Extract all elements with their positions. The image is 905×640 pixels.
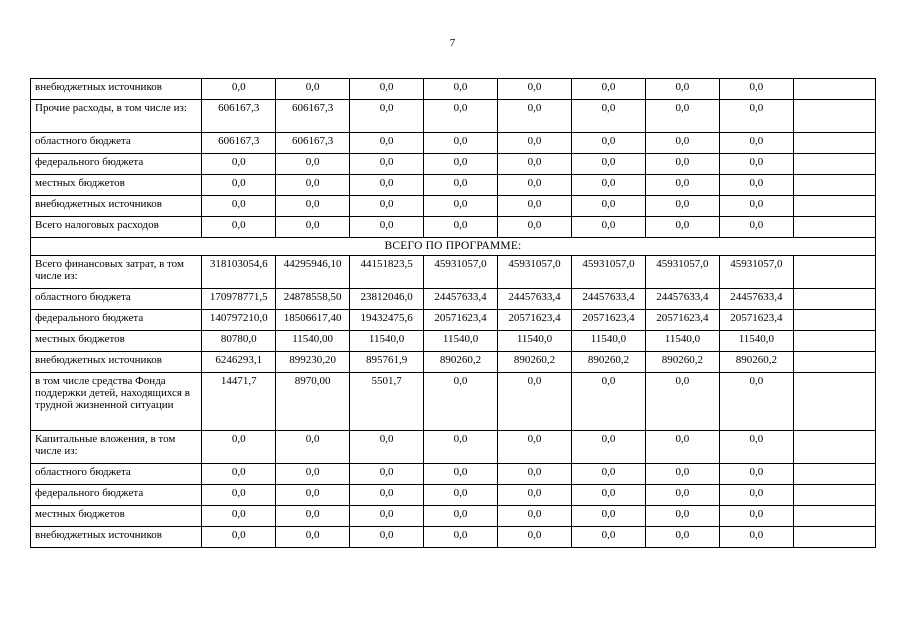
cell-value: 0,0 [645,175,719,196]
cell-value: 0,0 [498,373,572,431]
cell-value: 0,0 [571,527,645,548]
cell-value: 0,0 [571,464,645,485]
row-label: внебюджетных источников [31,352,202,373]
cell-value: 0,0 [350,217,424,238]
empty-cell [793,352,875,373]
cell-value: 45931057,0 [645,256,719,289]
cell-value: 0,0 [350,527,424,548]
cell-value: 18506617,40 [276,310,350,331]
cell-value: 0,0 [424,100,498,133]
cell-value: 0,0 [571,79,645,100]
cell-value: 0,0 [498,175,572,196]
cell-value: 20571623,4 [719,310,793,331]
table-row [31,289,876,310]
cell-value: 0,0 [645,527,719,548]
cell-value: 0,0 [719,485,793,506]
cell-value: 0,0 [571,133,645,154]
cell-value: 0,0 [645,196,719,217]
table-row [31,310,876,331]
cell-value: 0,0 [276,431,350,464]
cell-value: 0,0 [645,154,719,175]
cell-value: 0,0 [424,175,498,196]
cell-value: 45931057,0 [719,256,793,289]
cell-value: 0,0 [571,485,645,506]
cell-value: 170978771,5 [202,289,276,310]
empty-cell [793,485,875,506]
cell-value: 8970,00 [276,373,350,431]
empty-cell [793,527,875,548]
row-label: Прочие расходы, в том числе из: [31,100,202,133]
cell-value: 0,0 [350,154,424,175]
cell-value: 14471,7 [202,373,276,431]
cell-value: 45931057,0 [424,256,498,289]
cell-value: 11540,0 [350,331,424,352]
cell-value: 0,0 [202,175,276,196]
cell-value: 24878558,50 [276,289,350,310]
cell-value: 0,0 [202,154,276,175]
cell-value: 0,0 [498,506,572,527]
table-row [31,256,876,289]
cell-value: 0,0 [202,79,276,100]
empty-cell [793,133,875,154]
cell-value: 0,0 [645,485,719,506]
row-label: местных бюджетов [31,506,202,527]
cell-value: 0,0 [645,217,719,238]
cell-value: 0,0 [645,464,719,485]
cell-value: 0,0 [276,175,350,196]
cell-value: 24457633,4 [645,289,719,310]
cell-value: 45931057,0 [498,256,572,289]
cell-value: 0,0 [276,527,350,548]
cell-value: 11540,0 [719,331,793,352]
cell-value: 0,0 [719,527,793,548]
cell-value: 0,0 [276,196,350,217]
table-row [31,79,876,100]
cell-value: 0,0 [350,175,424,196]
cell-value: 0,0 [350,100,424,133]
cell-value: 0,0 [498,133,572,154]
cell-value: 0,0 [350,133,424,154]
row-label: внебюджетных источников [31,527,202,548]
cell-value: 45931057,0 [571,256,645,289]
empty-cell [793,310,875,331]
section-title: ВСЕГО ПО ПРОГРАММЕ: [31,238,876,256]
cell-value: 0,0 [498,79,572,100]
cell-value: 11540,00 [276,331,350,352]
empty-cell [793,100,875,133]
empty-cell [793,289,875,310]
cell-value: 0,0 [424,79,498,100]
cell-value: 44151823,5 [350,256,424,289]
cell-value: 0,0 [719,133,793,154]
cell-value: 0,0 [350,79,424,100]
cell-value: 606167,3 [202,100,276,133]
empty-cell [793,373,875,431]
row-label: федерального бюджета [31,154,202,175]
cell-value: 44295946,10 [276,256,350,289]
cell-value: 20571623,4 [571,310,645,331]
table-row [31,175,876,196]
cell-value: 0,0 [571,100,645,133]
cell-value: 0,0 [498,100,572,133]
cell-value: 890260,2 [571,352,645,373]
cell-value: 0,0 [719,506,793,527]
cell-value: 0,0 [424,154,498,175]
cell-value: 0,0 [645,133,719,154]
empty-cell [793,217,875,238]
cell-value: 0,0 [498,154,572,175]
cell-value: 0,0 [424,527,498,548]
cell-value: 890260,2 [498,352,572,373]
cell-value: 0,0 [276,464,350,485]
cell-value: 0,0 [498,527,572,548]
cell-value: 890260,2 [645,352,719,373]
row-label: местных бюджетов [31,331,202,352]
table-row [31,464,876,485]
table-row [31,133,876,154]
cell-value: 0,0 [276,506,350,527]
table-row [31,196,876,217]
cell-value: 24457633,4 [571,289,645,310]
empty-cell [793,196,875,217]
empty-cell [793,79,875,100]
cell-value: 0,0 [350,196,424,217]
cell-value: 0,0 [571,175,645,196]
cell-value: 890260,2 [424,352,498,373]
cell-value: 0,0 [498,196,572,217]
cell-value: 0,0 [498,485,572,506]
table-row [31,373,876,431]
cell-value: 0,0 [719,196,793,217]
row-label: Всего налоговых расходов [31,217,202,238]
cell-value: 0,0 [202,527,276,548]
cell-value: 0,0 [571,373,645,431]
cell-value: 606167,3 [276,100,350,133]
cell-value: 899230,20 [276,352,350,373]
cell-value: 0,0 [571,506,645,527]
cell-value: 19432475,6 [350,310,424,331]
cell-value: 0,0 [645,100,719,133]
cell-value: 80780,0 [202,331,276,352]
cell-value: 0,0 [719,175,793,196]
empty-cell [793,256,875,289]
cell-value: 0,0 [424,464,498,485]
cell-value: 0,0 [719,154,793,175]
cell-value: 0,0 [571,154,645,175]
cell-value: 0,0 [424,217,498,238]
cell-value: 890260,2 [719,352,793,373]
row-label: Капитальные вложения, в том числе из: [31,431,202,464]
cell-value: 0,0 [350,485,424,506]
cell-value: 0,0 [498,217,572,238]
cell-value: 11540,0 [571,331,645,352]
empty-cell [793,154,875,175]
cell-value: 0,0 [424,431,498,464]
cell-value: 6246293,1 [202,352,276,373]
cell-value: 0,0 [350,506,424,527]
table-row [31,527,876,548]
cell-value: 0,0 [719,100,793,133]
cell-value: 11540,0 [424,331,498,352]
cell-value: 0,0 [424,133,498,154]
row-label: в том числе средства Фонда поддержки детей, находящихся в трудной жизненной ситуации [31,373,202,431]
cell-value: 0,0 [350,464,424,485]
cell-value: 0,0 [645,506,719,527]
empty-cell [793,331,875,352]
cell-value: 20571623,4 [645,310,719,331]
row-label: областного бюджета [31,133,202,154]
cell-value: 0,0 [276,154,350,175]
cell-value: 11540,0 [498,331,572,352]
cell-value: 0,0 [276,79,350,100]
cell-value: 0,0 [424,196,498,217]
section-header-row [31,238,876,256]
cell-value: 0,0 [424,485,498,506]
table-row [31,431,876,464]
cell-value: 11540,0 [645,331,719,352]
table-row [31,154,876,175]
row-label: федерального бюджета [31,485,202,506]
cell-value: 20571623,4 [424,310,498,331]
cell-value: 5501,7 [350,373,424,431]
cell-value: 0,0 [202,217,276,238]
empty-cell [793,506,875,527]
row-label: внебюджетных источников [31,79,202,100]
cell-value: 0,0 [276,217,350,238]
empty-cell [793,175,875,196]
row-label: Всего финансовых затрат, в том числе из: [31,256,202,289]
page-number: 7 [449,37,456,49]
cell-value: 24457633,4 [424,289,498,310]
cell-value: 24457633,4 [719,289,793,310]
cell-value: 0,0 [498,431,572,464]
cell-value: 0,0 [719,79,793,100]
cell-value: 0,0 [645,431,719,464]
cell-value: 24457633,4 [498,289,572,310]
cell-value: 0,0 [202,485,276,506]
cell-value: 0,0 [719,217,793,238]
row-label: местных бюджетов [31,175,202,196]
cell-value: 0,0 [571,217,645,238]
cell-value: 0,0 [645,79,719,100]
table-row [31,217,876,238]
cell-value: 0,0 [719,431,793,464]
cell-value: 0,0 [424,373,498,431]
cell-value: 606167,3 [276,133,350,154]
table-row [31,506,876,527]
cell-value: 0,0 [202,506,276,527]
table-row [31,352,876,373]
cell-value: 0,0 [202,196,276,217]
cell-value: 0,0 [424,506,498,527]
cell-value: 606167,3 [202,133,276,154]
table-row [31,100,876,133]
cell-value: 318103054,6 [202,256,276,289]
row-label: федерального бюджета [31,310,202,331]
cell-value: 23812046,0 [350,289,424,310]
empty-cell [793,464,875,485]
row-label: внебюджетных источников [31,196,202,217]
cell-value: 0,0 [276,485,350,506]
empty-cell [793,431,875,464]
cell-value: 0,0 [719,464,793,485]
cell-value: 0,0 [498,464,572,485]
cell-value: 0,0 [571,431,645,464]
budget-table [30,78,876,548]
cell-value: 895761,9 [350,352,424,373]
cell-value: 0,0 [350,431,424,464]
cell-value: 140797210,0 [202,310,276,331]
cell-value: 0,0 [202,431,276,464]
table-row [31,331,876,352]
cell-value: 0,0 [202,464,276,485]
cell-value: 20571623,4 [498,310,572,331]
row-label: областного бюджета [31,464,202,485]
table-row [31,485,876,506]
row-label: областного бюджета [31,289,202,310]
cell-value: 0,0 [571,196,645,217]
cell-value: 0,0 [645,373,719,431]
cell-value: 0,0 [719,373,793,431]
